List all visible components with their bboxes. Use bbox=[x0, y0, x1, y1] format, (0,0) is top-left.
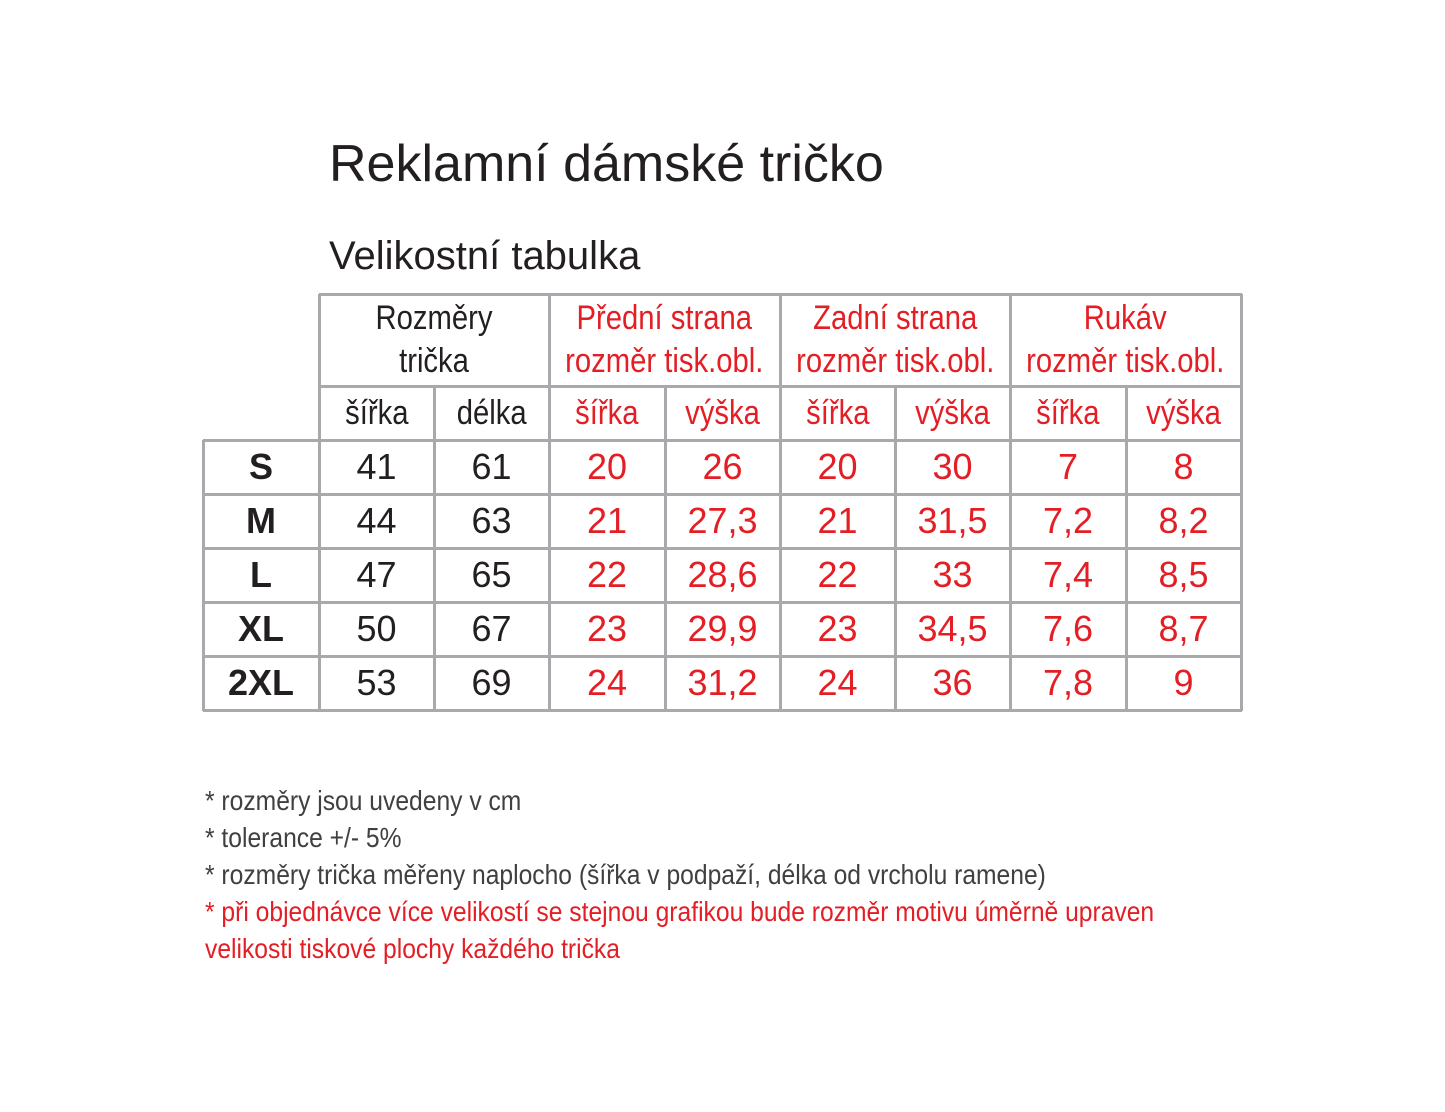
table-cell-text: 65 bbox=[471, 554, 512, 595]
table-cell-text: 28,6 bbox=[687, 554, 758, 595]
table-cell bbox=[780, 494, 895, 548]
table-cell bbox=[780, 548, 895, 602]
group-header bbox=[549, 294, 780, 386]
table-subtitle: Velikostní tabulka bbox=[329, 234, 641, 278]
table-cell bbox=[1010, 602, 1126, 656]
column-header-text: výška bbox=[1146, 393, 1221, 432]
table-cell-text: 7,6 bbox=[1042, 608, 1094, 649]
table-cell bbox=[895, 602, 1010, 656]
table-cell-text: 63 bbox=[471, 500, 512, 541]
size-label-text: M bbox=[246, 500, 276, 541]
group-header-label bbox=[376, 297, 493, 383]
table-cell-text: 67 bbox=[471, 608, 512, 649]
table-cell-text: 69 bbox=[471, 662, 512, 703]
table-cell-text: 34,5 bbox=[917, 608, 988, 649]
table-cell-text: 9 bbox=[1173, 662, 1194, 703]
table-cell bbox=[1126, 440, 1241, 494]
table-cell-text: 8,2 bbox=[1158, 500, 1209, 541]
table-cell-text: 44 bbox=[356, 500, 397, 541]
table-cell bbox=[319, 548, 434, 602]
table-cell-text: 36 bbox=[932, 662, 973, 703]
table-cell-text: 61 bbox=[471, 446, 512, 487]
page-title: Reklamní dámské tričko bbox=[329, 135, 884, 193]
table-cell-text: 33 bbox=[932, 554, 973, 595]
table-cell-text: 8,7 bbox=[1158, 608, 1209, 649]
table-cell-text: 50 bbox=[356, 608, 397, 649]
column-header-text: šířka bbox=[575, 393, 639, 432]
table-cell-text: 8 bbox=[1173, 446, 1194, 487]
size-label bbox=[203, 656, 319, 710]
table-cell bbox=[1126, 656, 1241, 710]
table-cell-text: 21 bbox=[817, 500, 858, 541]
group-header-line2: rozměr tisk.obl. bbox=[1026, 342, 1225, 380]
column-header-text: šířka bbox=[344, 393, 409, 432]
table-cell-text: 26 bbox=[702, 446, 743, 487]
table-cell bbox=[1126, 602, 1241, 656]
column-header bbox=[549, 386, 665, 440]
note-line: * rozměry jsou uvedeny v cm bbox=[205, 785, 522, 816]
group-header-label bbox=[796, 297, 994, 383]
table-cell bbox=[780, 602, 895, 656]
size-label bbox=[203, 548, 319, 602]
table-cell bbox=[549, 656, 665, 710]
table-cell-text: 41 bbox=[356, 446, 397, 487]
table-cell bbox=[1010, 548, 1126, 602]
table-cell-text: 7 bbox=[1057, 446, 1079, 487]
size-label-text: 2XL bbox=[227, 662, 295, 703]
group-header bbox=[319, 294, 549, 386]
table-cell bbox=[549, 494, 665, 548]
column-header-text: výška bbox=[915, 393, 990, 432]
size-label-text: L bbox=[250, 554, 272, 595]
column-header-text: šířka bbox=[805, 393, 870, 432]
table-cell bbox=[665, 440, 780, 494]
table-cell-text: 30 bbox=[932, 446, 973, 487]
table-cell-text: 47 bbox=[356, 554, 397, 595]
table-cell bbox=[1126, 494, 1241, 548]
table-cell bbox=[434, 656, 549, 710]
table-cell bbox=[780, 656, 895, 710]
table-cell bbox=[895, 494, 1010, 548]
table-cell-text: 27,3 bbox=[687, 500, 758, 541]
table-cell bbox=[319, 656, 434, 710]
column-header bbox=[434, 386, 549, 440]
size-label-text: XL bbox=[237, 608, 284, 649]
table-cell-text: 8,5 bbox=[1158, 554, 1209, 595]
table-cell-text: 7,2 bbox=[1042, 500, 1094, 541]
group-header-label bbox=[565, 297, 763, 383]
table-cell bbox=[434, 440, 549, 494]
table-cell bbox=[895, 656, 1010, 710]
group-header-line2: trička bbox=[399, 342, 469, 380]
column-header-text: délka bbox=[456, 393, 527, 432]
table-cell bbox=[895, 440, 1010, 494]
group-header-line1: Přední strana bbox=[576, 299, 753, 337]
column-header bbox=[1010, 386, 1126, 440]
table-cell bbox=[319, 602, 434, 656]
table-cell bbox=[665, 494, 780, 548]
table-cell-text: 7,8 bbox=[1042, 662, 1094, 703]
table-cell-text: 31,5 bbox=[917, 500, 988, 541]
notes-section bbox=[205, 782, 1284, 967]
table-cell bbox=[549, 602, 665, 656]
table-cell bbox=[1010, 656, 1126, 710]
column-header bbox=[1126, 386, 1241, 440]
group-header bbox=[780, 294, 1010, 386]
size-label bbox=[203, 602, 319, 656]
table-cell-text: 20 bbox=[817, 446, 858, 487]
group-header-line2: rozměr tisk.obl. bbox=[795, 342, 995, 380]
column-header bbox=[895, 386, 1010, 440]
group-header bbox=[1010, 294, 1241, 386]
table-cell bbox=[1010, 494, 1126, 548]
column-header bbox=[319, 386, 434, 440]
table-cell bbox=[665, 602, 780, 656]
table-cell-text: 31,2 bbox=[687, 662, 758, 703]
table-cell-text: 20 bbox=[586, 446, 628, 487]
group-header-line1: Zadní strana bbox=[812, 299, 978, 337]
table-cell-text: 24 bbox=[817, 662, 858, 703]
table-cell bbox=[780, 440, 895, 494]
table-cell-text: 22 bbox=[586, 554, 628, 595]
table-cell-text: 22 bbox=[817, 554, 858, 595]
table-cell bbox=[434, 494, 549, 548]
table-cell-text: 21 bbox=[586, 500, 628, 541]
group-header-line1: Rozměry bbox=[375, 299, 493, 337]
table-cell bbox=[549, 440, 665, 494]
table-cell-text: 53 bbox=[356, 662, 397, 703]
size-label-text: S bbox=[248, 446, 273, 487]
column-header bbox=[665, 386, 780, 440]
group-header-label bbox=[1026, 297, 1224, 383]
note-line: * rozměry trička měřeny naplocho (šířka v podpaží, délka od vrcholu ramene) bbox=[205, 859, 1046, 890]
note-line: * tolerance +/- 5% bbox=[205, 822, 402, 853]
table-cell bbox=[434, 602, 549, 656]
size-label bbox=[203, 440, 319, 494]
table-cell bbox=[1010, 440, 1126, 494]
table-cell bbox=[319, 494, 434, 548]
group-header-line2: rozměr tisk.obl. bbox=[565, 342, 764, 380]
table-cell bbox=[665, 548, 780, 602]
note-line: velikosti tiskové plochy každého trička bbox=[205, 933, 620, 964]
table-cell-text: 23 bbox=[817, 608, 858, 649]
table-cell-text: 29,9 bbox=[687, 608, 758, 649]
size-label bbox=[203, 494, 319, 548]
table-cell bbox=[895, 548, 1010, 602]
table-cell-text: 24 bbox=[586, 662, 628, 703]
table-cell bbox=[434, 548, 549, 602]
table-cell-text: 23 bbox=[586, 608, 628, 649]
group-header-line1: Rukáv bbox=[1084, 299, 1167, 337]
table-cell bbox=[319, 440, 434, 494]
column-header-text: výška bbox=[685, 393, 760, 432]
column-header bbox=[780, 386, 895, 440]
table-cell bbox=[1126, 548, 1241, 602]
table-cell-text: 7,4 bbox=[1042, 554, 1094, 595]
table-cell bbox=[665, 656, 780, 710]
table-cell bbox=[549, 548, 665, 602]
note-line: * při objednávce více velikostí se stejnou grafikou bude rozměr motivu úměrně upraven bbox=[205, 896, 1155, 927]
column-header-text: šířka bbox=[1036, 393, 1100, 432]
